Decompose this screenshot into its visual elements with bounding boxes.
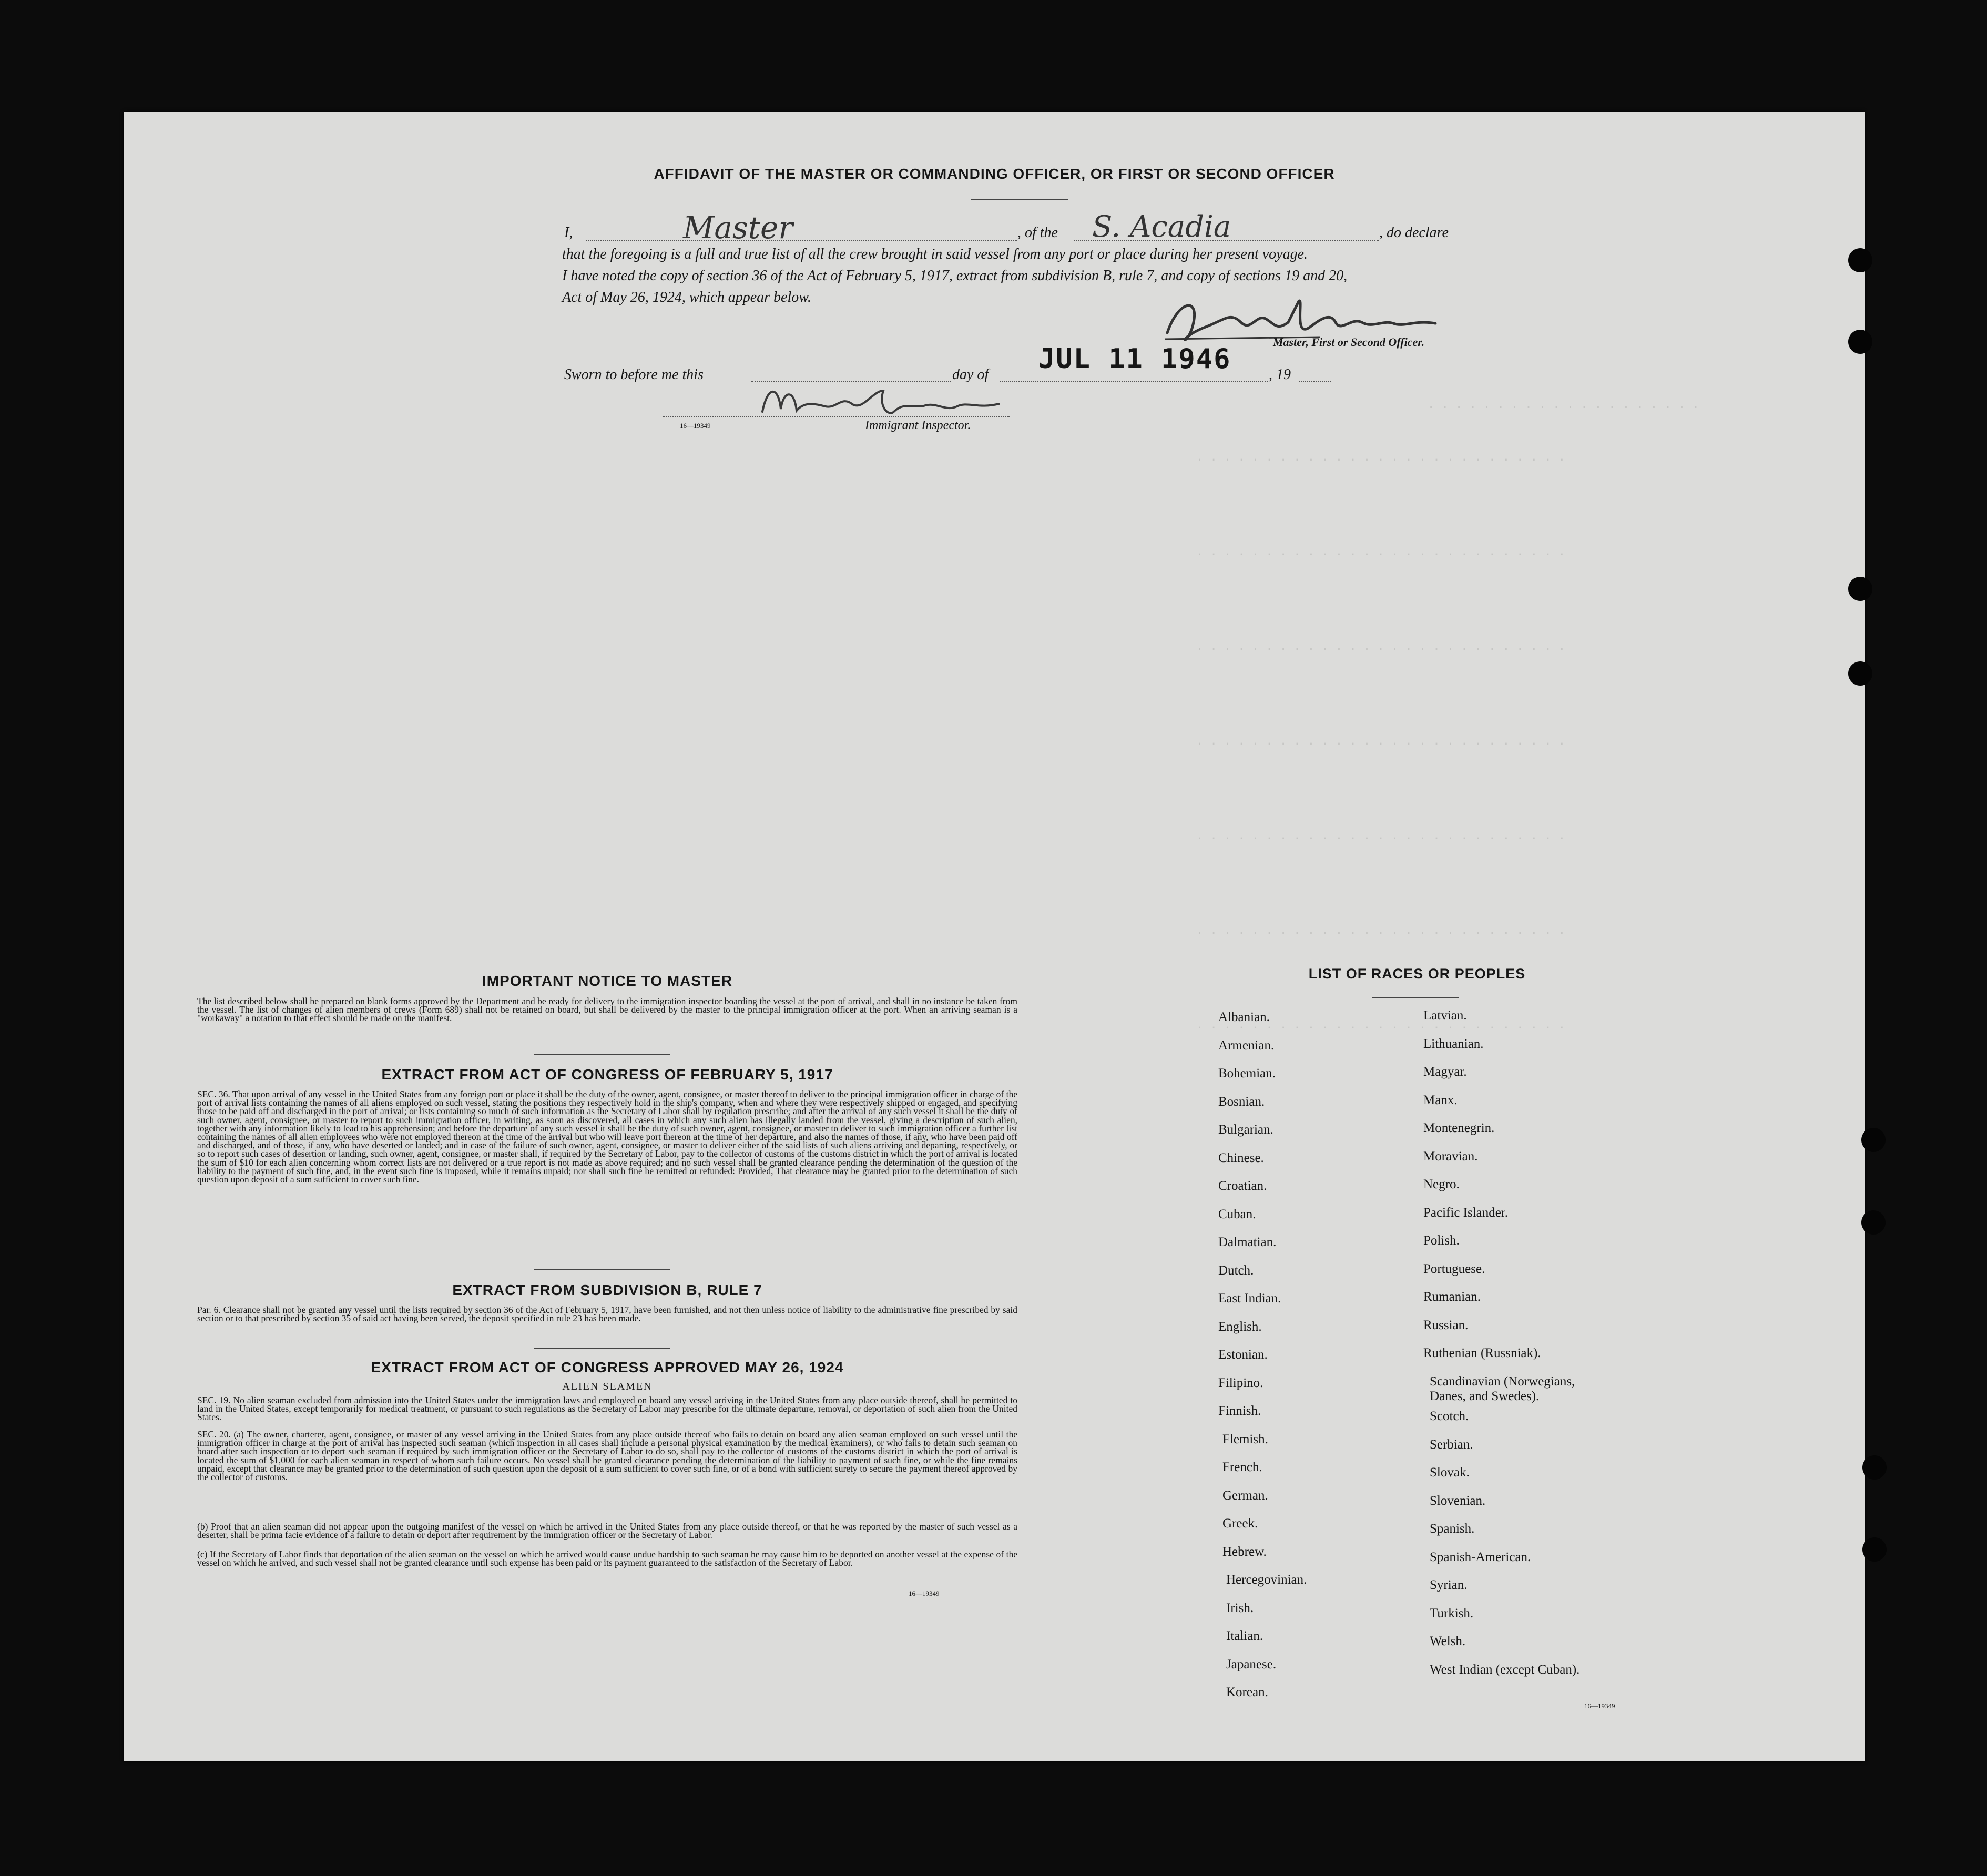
form-number: 16—19349 — [909, 1589, 940, 1597]
binder-hole — [1848, 661, 1872, 686]
form-number: 16—19349 — [680, 422, 711, 430]
bleed-through: · · · · · · · · · · · · · · · · · · · · · · · · · · · — [1196, 738, 1565, 751]
bleed-through: · · · · · · · · · · · · · · · · · · · · · · · · · · · — [1196, 548, 1565, 562]
notice-title: IMPORTANT NOTICE TO MASTER — [482, 973, 733, 989]
race-item: Welsh. — [1430, 1634, 1466, 1648]
binder-hole — [1861, 1128, 1886, 1152]
race-item: Slovenian. — [1430, 1493, 1486, 1508]
race-item: Chinese. — [1218, 1150, 1264, 1165]
races-title: LIST OF RACES OR PEOPLES — [1308, 966, 1526, 982]
race-item: Serbian. — [1430, 1437, 1473, 1452]
race-item: Negro. — [1423, 1177, 1460, 1191]
race-item: Bulgarian. — [1218, 1123, 1273, 1137]
act-1917-text: SEC. 36. That upon arrival of any vessel in the United States from any foreign port or place it shall be the duty of the owner, agent, consignee, or master thereof to deliver to the principal immigration officer in charge of the port of arrival lists containing the names of all aliens employed on such vessel, stating the positions they respectively hold in the ship's company, when and where they were respectively shipped or engaged, and specifying those to be paid off and discharged in the port of arrival; or lists containing so much of such information as the Secretary of Labor shall by regulation prescribe; and after the arrival of any such vessel it shall be the duty of such owner, agent, consignee, or master to report to such immigration officer, in writing, as soon as discovered, all cases in which any such alien has illegally landed from the vessel, giving a description of such alien, together with any information likely to lead to his apprehension; and before the departure of any such vessel it shall be the duty of such owner, agent, consignee, or master to deliver to such immigration officer a further list containing the names of all alien employees who were not employed thereon at the time of the arrival but who will leave port thereon at the time of her departure, and also the names of those, if any, who have been paid off and discharged, and of those, if any, who have deserted or landed; and in case of the failure of such owner, agent, consignee, or master to deliver either of the said lists of such aliens arriving and departing, respectively, or so to report such cases of desertion or landing, such owner, agent, consignee, or master shall, if required by the Secretary of Labor, pay to the collector of customs of the customs district in which the port of arrival is located the sum of $10 for each alien concerning whom correct lists are not delivered or a true report is not made as above required; and no such vessel shall be granted clearance pending the determination of the question of the liability to the payment of such fine, and, in the event such fine is imposed, while it remains unpaid; nor shall such fine be remitted or refunded: Provided, That clearance may be granted prior to the determination of such question upon deposit of a sum sufficient to cover such fine. — [197, 1089, 1017, 1185]
race-item: Filipino. — [1218, 1375, 1263, 1390]
act-1924-sec-19: SEC. 19. No alien seaman excluded from admission into the United States under the immigration laws and employed on board any vessel arriving in the United States from any place outside thereof, shall be permitted to land in the United States, except temporarily for medical treatment, or pursuant to such regulations as the Secretary of Labor may prescribe for the ultimate departure, removal, or deportation of such alien from the United States. — [197, 1395, 1017, 1423]
race-item: Flemish. — [1222, 1432, 1268, 1446]
act-1924-sec-20a: SEC. 20. (a) The owner, charterer, agent, consignee, or master of any vessel arriving in the United States from any place outside thereof who fails to detain on board any alien seaman employed on such vessel until the immigration officer in charge at the port of arrival has inspected such seaman (which inspection in all cases shall include a personal physical examination by the medical examiners), or who fails to detain such seaman on board after such inspection or to deport such seaman if required by such immigration officer or the Secretary of Labor to do so, shall pay to the collector of customs of the customs district in which the port of arrival is located the sum of $1,000 for each alien seaman in respect of whom such failure occurs. No vessel shall be granted clearance pending the determination of the liability to payment of such fine, or while the fine remains unpaid, except that clearance may be granted prior to the determination of such question upon the deposit of a sum sufficient to cover such fine, or of a bond with sufficient surety to secure the payment thereof approved by the collector of customs. — [197, 1429, 1017, 1483]
race-item: English. — [1218, 1319, 1262, 1334]
race-item: Manx. — [1423, 1093, 1458, 1107]
race-item: Irish. — [1226, 1600, 1254, 1615]
race-item: Scotch. — [1430, 1409, 1469, 1423]
race-item: German. — [1222, 1488, 1268, 1503]
affidavit-title: AFFIDAVIT OF THE MASTER OR COMMANDING OFFICER, OR FIRST OR SECOND OFFICER — [654, 166, 1335, 182]
race-item: Turkish. — [1430, 1606, 1474, 1620]
affidavit-line-4: Act of May 26, 1924, which appear below. — [562, 289, 811, 305]
act-1924-title: EXTRACT FROM ACT OF CONGRESS APPROVED MAY 26, 1924 — [371, 1359, 844, 1375]
day-of-label: day of — [952, 366, 989, 383]
affidavit-line-3: I have noted the copy of section 36 of the Act of February 5, 1917, extract from subdivision B, rule 7, and copy of sections 19 and 20, — [562, 268, 1348, 284]
act-1917-title: EXTRACT FROM ACT OF CONGRESS OF FEBRUARY 5, 1917 — [381, 1066, 833, 1083]
race-item: Russian. — [1423, 1318, 1469, 1332]
vessel-handwritten: S. Acadia — [1092, 210, 1231, 244]
race-item: Japanese. — [1226, 1657, 1277, 1671]
race-item: Spanish. — [1430, 1522, 1475, 1536]
rule-7-text: Par. 6. Clearance shall not be granted any vessel until the lists required by section 36 of the Act of February 5, 1917, have been furnished, and not then unless notice of liability to the administrative fine prescribed by said section or to that prescribed by section 35 of said act having been served, the deposit specified in rule 23 has been made. — [197, 1304, 1017, 1324]
race-item: Cuban. — [1218, 1207, 1256, 1221]
rule-7-title: EXTRACT FROM SUBDIVISION B, RULE 7 — [452, 1282, 762, 1298]
race-item: Spanish-American. — [1430, 1549, 1531, 1564]
inspector-caption: Immigrant Inspector. — [865, 419, 971, 432]
race-item: Bosnian. — [1218, 1094, 1265, 1109]
binder-hole — [1862, 1537, 1887, 1562]
race-item: Greek. — [1222, 1516, 1258, 1531]
race-item: Moravian. — [1423, 1149, 1478, 1164]
race-item: Syrian. — [1430, 1578, 1468, 1592]
race-item: Armenian. — [1218, 1038, 1275, 1053]
act-1924-sec-20c: (c) If the Secretary of Labor finds that deportation of the alien seaman on the vessel on which he arrived would cause undue hardship to such seaman he may cause him to be deported on another vessel at the expense of the vessel on which he arrived, and such vessel shall not be granted clearance until such expense has been paid or its payment guaranteed to the satisfaction of the Secretary of Labor. — [197, 1549, 1017, 1568]
bleed-through: · · · · · · · · · · · · · · · · · · · · — [1428, 401, 1699, 414]
divider — [534, 1269, 670, 1270]
affidavit-line-2: that the foregoing is a full and true list of all the crew brought in said vessel from any port or place during her present voyage. — [562, 246, 1308, 262]
race-item: Portuguese. — [1423, 1261, 1485, 1276]
bleed-through: · · · · · · · · · · · · · · · · · · · · · · · · · · · — [1196, 454, 1565, 467]
year-suffix: , 19 — [1269, 366, 1291, 383]
binder-hole — [1848, 330, 1872, 354]
race-item: West Indian (except Cuban). — [1430, 1662, 1580, 1677]
divider — [534, 1054, 670, 1055]
do-declare-label: , do declare — [1379, 225, 1449, 241]
race-item: Croatian. — [1218, 1179, 1267, 1193]
bleed-through: · · · · · · · · · · · · · · · · · · · · · · · · · · · — [1196, 643, 1565, 656]
race-item: Estonian. — [1218, 1348, 1268, 1362]
race-item: Bohemian. — [1218, 1066, 1276, 1080]
race-item: Finnish. — [1218, 1404, 1261, 1418]
bleed-through: · · · · · · · · · · · · · · · · · · · · · · · · · · · — [1196, 832, 1565, 845]
form-number: 16—19349 — [1584, 1702, 1615, 1710]
master-handwritten: Master — [683, 210, 793, 246]
race-item: Slovak. — [1430, 1465, 1470, 1480]
race-item: Lithuanian. — [1423, 1036, 1484, 1051]
race-item: Montenegrin. — [1423, 1121, 1495, 1135]
divider — [534, 1348, 670, 1349]
notice-text: The list described below shall be prepared on blank forms approved by the Department and be ready for delivery to the immigration inspector boarding the vessel at the port of arrival, and shall in no instance be taken from the vessel. The list of changes of alien members of crews (Form 689) shall not be retained on board, but shall be delivered by the master to the principal immigration officer at the port. When an arriving seaman is a "workaway" a notation to that effect should be made on the manifest. — [197, 996, 1017, 1024]
of-the-label: , of the — [1017, 225, 1058, 241]
race-item: Ruthenian (Russniak). — [1423, 1346, 1541, 1360]
race-item: French. — [1222, 1460, 1262, 1474]
inspector-line — [663, 416, 1010, 417]
bleed-through: · · · · · · · · · · · · · · · · · · · · · · · · · · · — [1196, 1022, 1565, 1035]
binder-hole — [1848, 248, 1872, 272]
race-item: Korean. — [1226, 1685, 1268, 1699]
year-line — [1299, 381, 1331, 382]
sworn-label: Sworn to before me this — [564, 366, 704, 383]
race-item: Hercegovinian. — [1226, 1573, 1307, 1587]
race-item: Rumanian. — [1423, 1290, 1481, 1304]
race-item: Dalmatian. — [1218, 1235, 1277, 1249]
race-item: East Indian. — [1218, 1291, 1281, 1306]
race-item: Pacific Islander. — [1423, 1205, 1509, 1220]
sworn-month-line — [1000, 381, 1268, 382]
date-stamp: JUL 11 1946 — [1038, 343, 1231, 375]
race-item: Hebrew. — [1222, 1544, 1267, 1559]
i-label: I, — [564, 225, 573, 241]
race-item: Scandinavian (Norwegians, Danes, and Swedes). — [1430, 1374, 1575, 1403]
binder-hole — [1848, 577, 1872, 601]
act-1924-subtitle: ALIEN SEAMEN — [562, 1381, 653, 1392]
divider — [1372, 997, 1459, 998]
binder-hole — [1862, 1455, 1887, 1480]
race-item: Albanian. — [1218, 1010, 1270, 1024]
act-1924-sec-20b: (b) Proof that an alien seaman did not appear upon the outgoing manifest of the vessel on which he arrived in the United States from any place outside thereof, or that he was reported by the master of such vessel as a deserter, shall be prima facie evidence of a failure to detain or deport after requirement by the immigration officer or the Secretary of Labor. — [197, 1521, 1017, 1541]
binder-hole — [1861, 1210, 1886, 1235]
race-item: Polish. — [1423, 1233, 1460, 1248]
bleed-through: · · · · · · · · · · · · · · · · · · · · · · · · · · · — [1196, 927, 1565, 940]
divider — [971, 199, 1068, 200]
race-item: Magyar. — [1423, 1065, 1467, 1079]
master-name-line — [586, 240, 1017, 241]
race-item: Latvian. — [1423, 1008, 1467, 1023]
signature-caption: Master, First or Second Officer. — [1273, 335, 1425, 349]
race-item: Dutch. — [1218, 1263, 1254, 1278]
document-page — [124, 112, 1865, 1761]
race-item: Italian. — [1226, 1629, 1263, 1643]
